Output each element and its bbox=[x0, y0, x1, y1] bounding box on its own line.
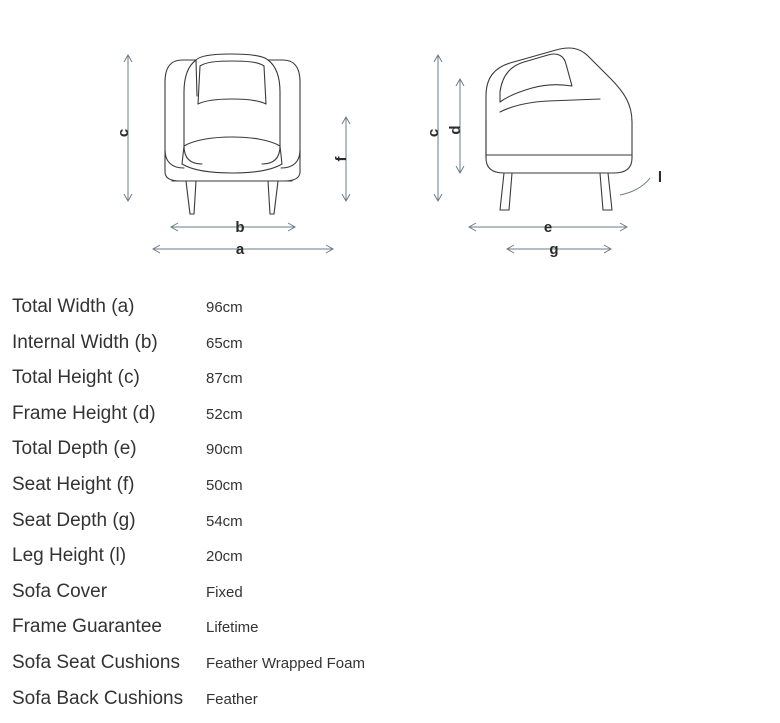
table-row bbox=[0, 545, 780, 581]
specifications-table bbox=[0, 296, 780, 723]
spec-value: 20cm bbox=[206, 548, 243, 566]
spec-label: Sofa Cover bbox=[12, 580, 108, 602]
spec-label: Frame Height (d) bbox=[12, 402, 156, 424]
spec-value: Feather Wrapped Foam bbox=[206, 654, 365, 672]
spec-label: Total Width (a) bbox=[12, 296, 135, 317]
spec-value: Lifetime bbox=[206, 619, 259, 637]
spec-value: 52cm bbox=[206, 405, 243, 423]
spec-label: Sofa Seat Cushions bbox=[12, 651, 180, 673]
table-row bbox=[0, 652, 780, 688]
dim-label-c-front: c bbox=[115, 128, 132, 138]
dim-label-c-side: c bbox=[425, 128, 442, 138]
dim-label-b-front: b bbox=[235, 219, 245, 236]
table-row bbox=[0, 438, 780, 474]
table-row bbox=[0, 367, 780, 403]
dimension-leader-l-side bbox=[620, 178, 650, 195]
table-row bbox=[0, 403, 780, 439]
spec-value: 90cm bbox=[206, 441, 243, 459]
dimension-line-c-front bbox=[124, 55, 132, 201]
spec-label: Sofa Back Cushions bbox=[12, 687, 184, 709]
spec-value: 54cm bbox=[206, 512, 243, 530]
dim-label-d-side: d bbox=[447, 125, 464, 135]
spec-label: Seat Height (f) bbox=[12, 473, 135, 495]
spec-label: Seat Depth (g) bbox=[12, 509, 136, 531]
table-row bbox=[0, 474, 780, 510]
spec-value: Feather bbox=[206, 690, 258, 708]
dimension-line-b-front bbox=[171, 223, 295, 231]
spec-label: Leg Height (l) bbox=[12, 545, 127, 567]
dimension-line-g-side bbox=[507, 245, 611, 253]
spec-label: Total Depth (e) bbox=[12, 438, 137, 460]
spec-label: Internal Width (b) bbox=[12, 331, 158, 353]
spec-value: 96cm bbox=[206, 299, 243, 316]
spec-value: 65cm bbox=[206, 334, 243, 352]
spec-value: Fixed bbox=[206, 583, 243, 601]
dim-label-e-side: e bbox=[543, 219, 553, 236]
spec-value: 50cm bbox=[206, 476, 243, 494]
table-row bbox=[0, 688, 780, 723]
spec-label: Frame Guarantee bbox=[12, 616, 162, 638]
dim-label-g-side: g bbox=[549, 241, 559, 258]
spec-label: Total Height (c) bbox=[12, 367, 140, 389]
table-row bbox=[0, 581, 780, 617]
dim-label-f-front: f bbox=[333, 156, 350, 162]
table-row bbox=[0, 332, 780, 368]
spec-value: 87cm bbox=[206, 370, 243, 388]
table-row bbox=[0, 510, 780, 546]
armchair-side-outline bbox=[486, 48, 632, 210]
dimensions-diagram bbox=[0, 0, 780, 275]
armchair-front-outline bbox=[165, 54, 300, 214]
table-row bbox=[0, 296, 780, 332]
dimension-line-c-side bbox=[434, 55, 442, 201]
dim-label-a-front: a bbox=[235, 241, 245, 258]
dim-label-l-side: l bbox=[657, 169, 663, 186]
dimensions-diagram-svg bbox=[0, 0, 780, 275]
table-row bbox=[0, 616, 780, 652]
